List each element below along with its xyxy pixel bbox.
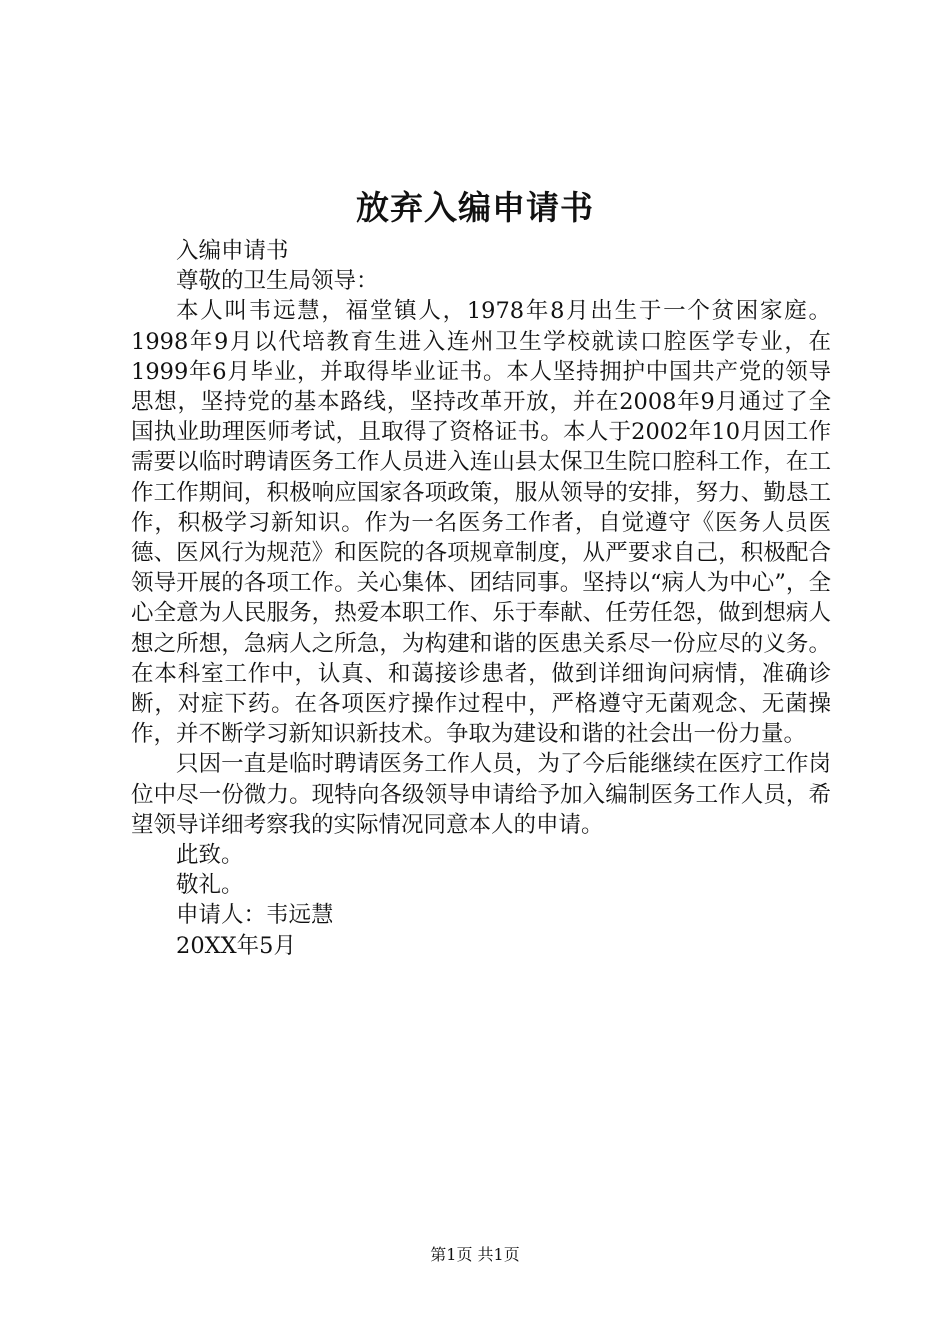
closing-respect: 此致。 (176, 842, 244, 869)
document-body (131, 236, 831, 961)
document-title: 放弃入编申请书 (356, 188, 594, 227)
page-number-footer: 第1页 共1页 (430, 1245, 520, 1264)
salutation: 尊敬的卫生局领导： (176, 268, 379, 295)
body-paragraph-2: 只因一直是临时聘请医务工作人员，为了今后能继续在医疗工作岗位中尽一份微力。现特向各级领导申请给予加入编制医务工作人员，希望领导详细考察我的实际情况同意本人的申请。 (131, 751, 831, 838)
body-paragraph-1: 本人叫韦远慧，福堂镇人，1978年8月出生于一个贫困家庭。1998年9月以代培教育生进入连州卫生学校就读口腔医学专业，在1999年6月毕业，并取得毕业证书。本人坚持拥护中国共产党的领导思想，坚持党的基本路线，坚持改革开放，并在2008年9月通过了全国执业助理医师考试，且取得了资格证书。本人于2002年10月因工作需要以临时聘请医务工作人员进入连山县太保卫生院口腔科工作，在工作工作期间，积极响应国家各项政策，服从领导的安排，努力、勤恳工作，积极学习新知识。作为一名医务工作者，自觉遵守《医务人员医德、医风行为规范》和医院的各项规章制度，从严要求自己，积极配合领导开展的各项工作。关心集体、团结同事。坚持以“病人为中心”，全心全意为人民服务，热爱本职工作、乐于奉献、任劳任怨，做到想病人想之所想，急病人之所急，为构建和谐的医患关系尽一份应尽的义务。在本科室工作中，认真、和蔼接诊患者，做到详细询问病情，准确诊断，对症下药。在各项医疗操作过程中，严格遵守无菌观念、无菌操作，并不断学习新知识新技术。争取为建设和谐的社会出一份力量。 (131, 298, 831, 748)
applicant-signature: 申请人：韦远慧 (176, 902, 334, 929)
document-date: 20XX年5月 (176, 932, 296, 959)
closing-salute: 敬礼。 (176, 872, 244, 899)
subtitle-line: 入编申请书 (176, 238, 289, 264)
